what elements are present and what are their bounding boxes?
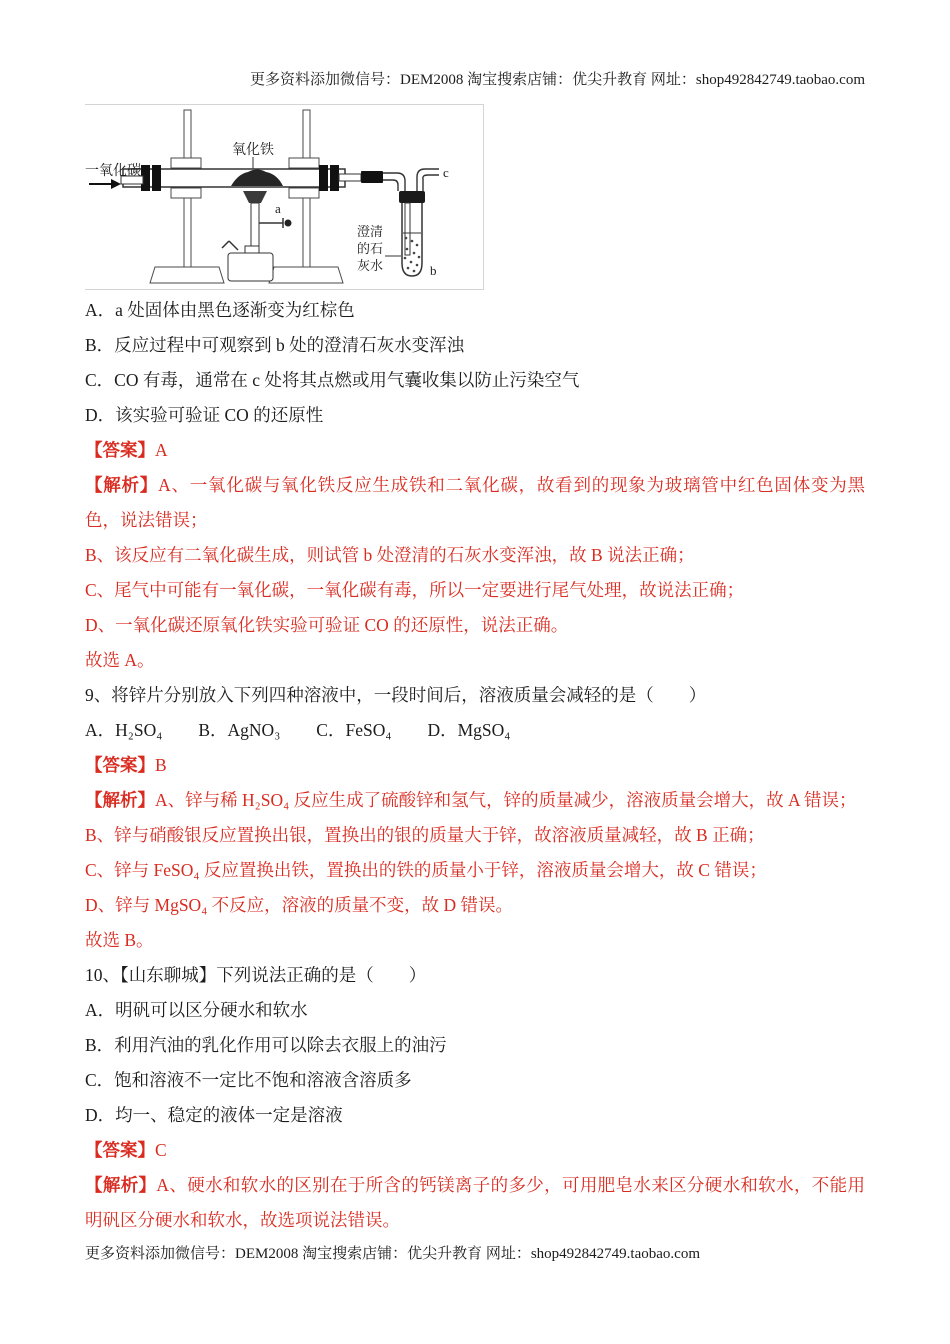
answer-label: 【答案】 [85,1140,155,1160]
q8-answer-line [85,433,865,468]
q10-title: 10、【山东聊城】下列说法正确的是（ ） [85,965,427,985]
limewater-label-line2: 的石 [357,241,384,256]
outlet-tube [339,174,361,181]
answer-label: 【答案】 [85,440,155,460]
experiment-diagram [85,104,484,290]
q8-option-b: B．反应过程中可观察到 b 处的澄清石灰水变浑浊 [85,335,465,355]
limewater-label-line3: 灰水 [357,258,384,273]
q8-analysis-line-c: C、尾气中可能有一氧化碳，一氧化碳有毒，所以一定要进行尾气处理，故说法正确； [85,580,745,600]
page-header: 更多资料添加微信号：DEM2008 淘宝搜索店铺：优尖升教育 网址：shop492842749.taobao.com [250,72,865,88]
q8-analysis-line-b: B、该反应有二氧化碳生成，则试管 b 处澄清的石灰水变浑浊，故 B 说法正确； [85,545,695,565]
q9-conclusion: 故选 B。 [85,930,154,950]
q8-analysis-line-d: D、一氧化碳还原氧化铁实验可验证 CO 的还原性，说法正确。 [85,615,569,635]
q8-analysis-paragraph [85,468,865,538]
analysis-label: 【解析】 [85,475,159,495]
document-body [85,104,865,1238]
q9-option-c: C．FeSO₄ [316,720,392,740]
q10-option-d: D．均一、稳定的液体一定是溶液 [85,1105,343,1125]
q8-option-a: A．a 处固体由黑色逐渐变为红棕色 [85,300,355,320]
limewater-label-line1: 澄清 [357,224,384,239]
label-point-a: a [275,201,281,216]
bent-glass-tube [383,169,439,191]
analysis-text: A、一氧化碳与氧化铁反应生成铁和二氧化碳，故看到的现象为玻璃管中红色固体变为黑色，说法错误； [85,475,866,530]
analysis-label: 【解析】 [85,1175,157,1195]
q9-option-a: A．H₂SO₄ [85,720,163,740]
limewater-label [357,224,383,273]
label-point-b: b [430,263,437,278]
q9-answer-line [85,748,865,783]
answer-label: 【答案】 [85,755,155,775]
page-footer: 更多资料添加微信号：DEM2008 淘宝搜索店铺：优尖升教育 网址：shop492842749.taobao.com [85,1246,700,1262]
q9-analysis-paragraph [85,783,865,818]
answer-letter: C [155,1140,167,1160]
apparatus-figure [85,105,481,287]
rubber-connector [361,171,383,183]
co-inlet-arrow [89,179,121,189]
q9-title: 9、将锌片分别放入下列四种溶液中，一段时间后，溶液质量会减轻的是（ ） [85,685,707,705]
answer-letter: A [155,440,168,460]
q10-answer-line [85,1133,865,1168]
q8-conclusion: 故选 A。 [85,650,155,670]
analysis-text: A、锌与稀 H₂SO₄ 反应生成了硫酸锌和氢气，锌的质量减少，溶液质量会增大，故 A 错误； [155,790,857,810]
q8-option-d: D．该实验可验证 CO 的还原性 [85,405,324,425]
q9-option-b: B．AgNO₃ [198,720,281,740]
answer-letter: B [155,755,167,775]
co-label: 一氧化碳 [85,164,141,179]
analysis-label: 【解析】 [85,790,155,810]
q10-analysis-paragraph [85,1168,865,1238]
q9-analysis-line-c: C、锌与 FeSO₄ 反应置换出铁，置换出的铁的质量小于锌，溶液质量会增大，故 C 错误； [85,860,767,880]
q10-option-a: A．明矾可以区分硬水和软水 [85,1000,308,1020]
q10-option-b: B．利用汽油的乳化作用可以除去衣服上的油污 [85,1035,447,1055]
label-point-c: c [443,165,449,180]
q8-option-c: C．CO 有毒，通常在 c 处将其点燃或用气囊收集以防止污染空气 [85,370,580,390]
q9-analysis-line-b: B、锌与硝酸银反应置换出银，置换出的银的质量大于锌，故溶液质量减轻，故 B 正确； [85,825,765,845]
q9-options-row [85,713,865,748]
q9-analysis-line-d: D、锌与 MgSO₄ 不反应，溶液的质量不变，故 D 错误。 [85,895,514,915]
q9-option-d: D．MgSO₄ [427,720,511,740]
iron-oxide-label: 氧化铁 [232,143,274,158]
q10-option-c: C．饱和溶液不一定比不饱和溶液含溶质多 [85,1070,412,1090]
test-tube [399,191,425,276]
analysis-text: A、硬水和软水的区别在于所含的钙镁离子的多少，可用肥皂水来区分硬水和软水，不能用明矾区分硬水和软水，故选项说法错误。 [85,1175,866,1230]
